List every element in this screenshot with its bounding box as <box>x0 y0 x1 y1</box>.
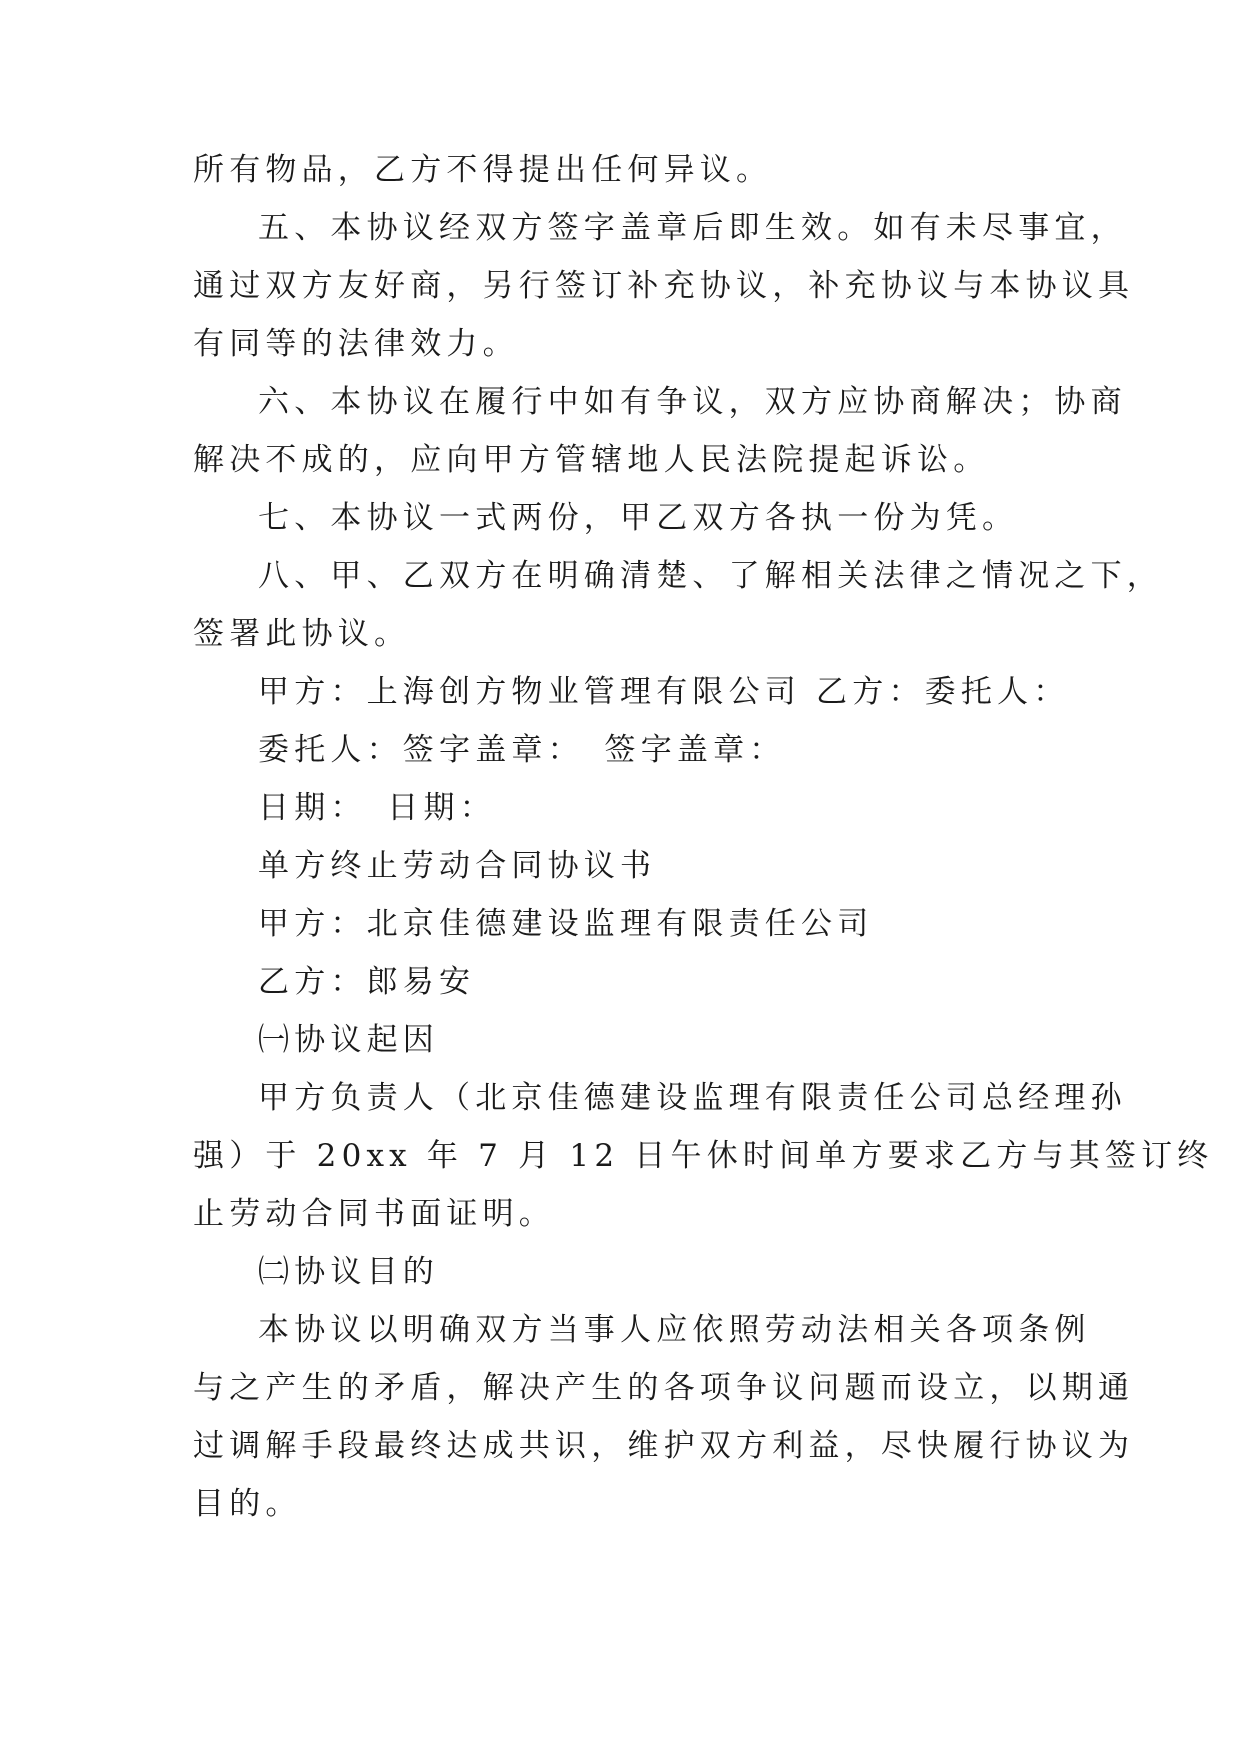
text-line: 目的。 <box>193 1486 302 1522</box>
party-line: 甲方：上海创方物业管理有限公司 乙方：委托人： <box>258 674 1070 710</box>
text-line: 止劳动合同书面证明。 <box>193 1196 555 1232</box>
text-line: 签署此协议。 <box>193 616 411 652</box>
text-line: 通过双方友好商，另行签订补充协议，补充协议与本协议具 <box>193 268 1135 304</box>
text-line: 强）于 20xx 年 7 月 12 日午休时间单方要求乙方与其签订终 <box>193 1138 1214 1174</box>
document-title: 单方终止劳动合同协议书 <box>258 848 657 884</box>
text-line: 所有物品，乙方不得提出任何异议。 <box>193 152 773 188</box>
section-heading: ㈠协议起因 <box>258 1022 439 1058</box>
clause-5: 五、本协议经双方签字盖章后即生效。如有未尽事宜， <box>258 210 1127 246</box>
text-line: 过调解手段最终达成共识，维护双方利益，尽快履行协议为 <box>193 1428 1135 1464</box>
clause-7: 七、本协议一式两份，甲乙双方各执一份为凭。 <box>258 500 1019 536</box>
text-line: 有同等的法律效力。 <box>193 326 519 362</box>
signature-line: 委托人：签字盖章： 签字盖章： <box>258 732 786 768</box>
clause-8: 八、甲、乙双方在明确清楚、了解相关法律之情况之下， <box>258 558 1163 594</box>
section-heading: ㈡协议目的 <box>258 1254 439 1290</box>
party-b: 乙方：郎易安 <box>258 964 476 1000</box>
clause-6: 六、本协议在履行中如有争议，双方应协商解决；协商 <box>258 384 1127 420</box>
paragraph-line: 本协议以明确双方当事人应依照劳动法相关各项条例 <box>258 1312 1091 1348</box>
party-a: 甲方：北京佳德建设监理有限责任公司 <box>258 906 874 942</box>
date-line: 日期： 日期： <box>258 790 496 826</box>
text-line: 解决不成的，应向甲方管辖地人民法院提起诉讼。 <box>193 442 990 478</box>
paragraph-line: 甲方负责人（北京佳德建设监理有限责任公司总经理孙 <box>258 1080 1127 1116</box>
text-line: 与之产生的矛盾，解决产生的各项争议问题而设立，以期通 <box>193 1370 1135 1406</box>
